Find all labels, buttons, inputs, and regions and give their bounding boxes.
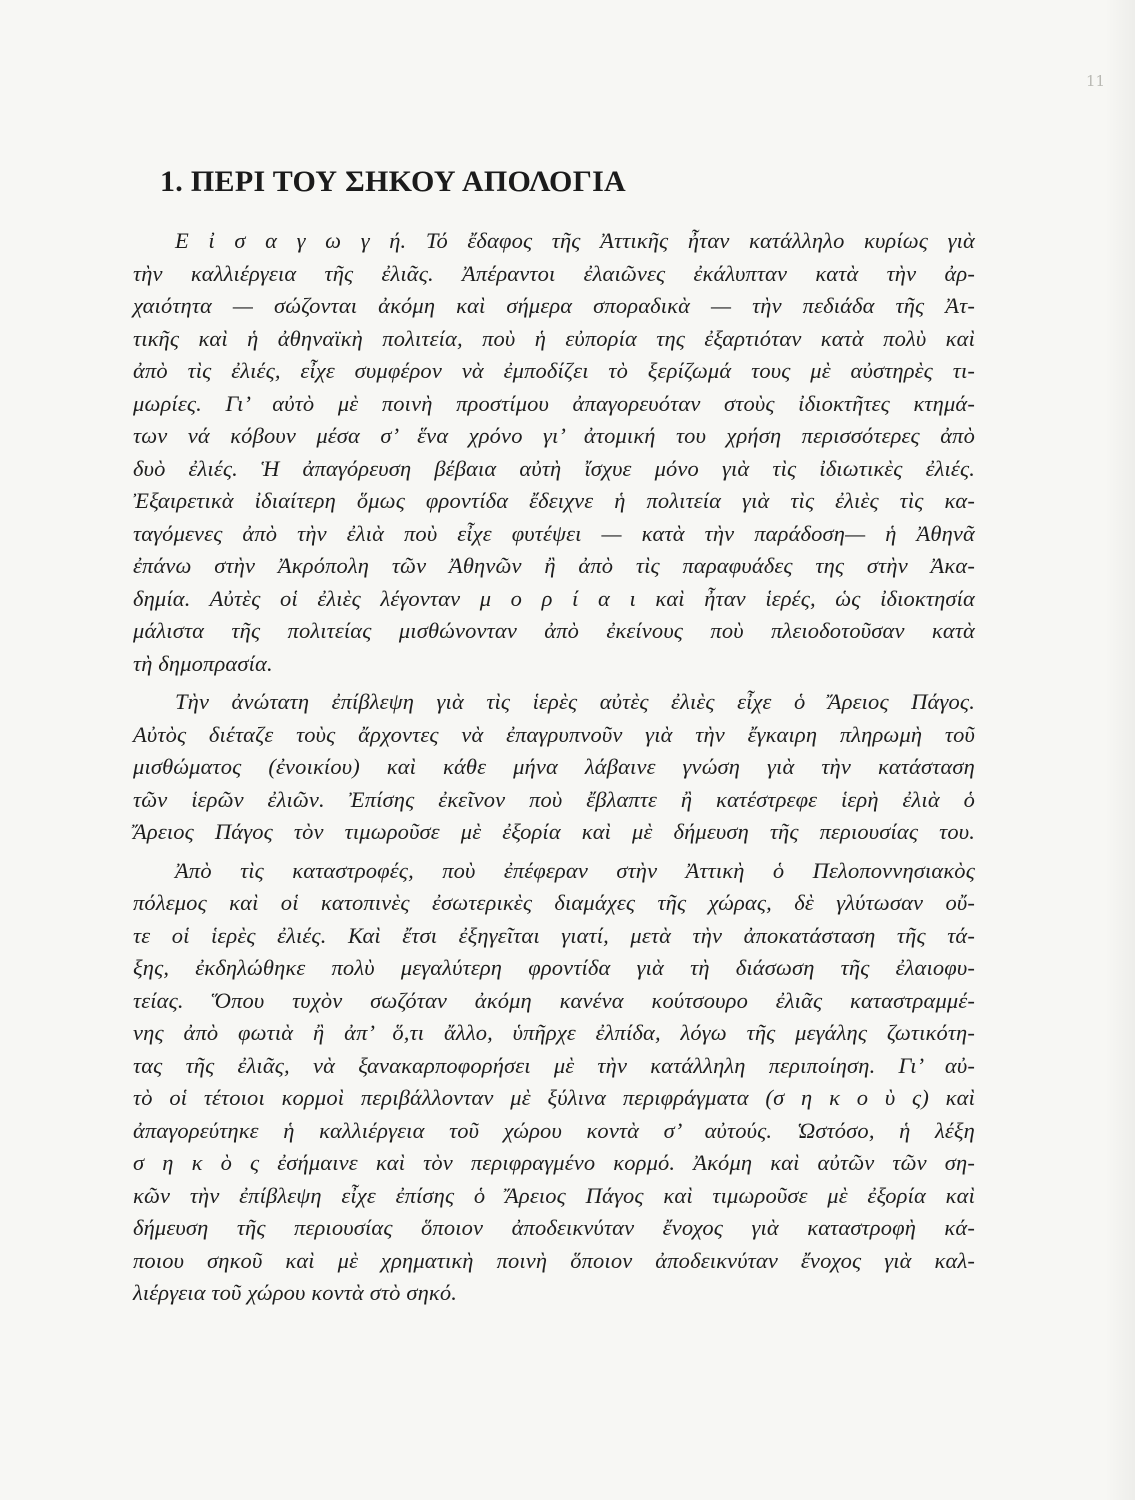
text-line: δήμευση τῆς περιουσίας ὅποιον ἀποδεικνύταν ἔνοχος γιὰ καταστροφὴ κά- xyxy=(133,1215,975,1240)
text-line: μισθώματος (ἐνοικίου) καὶ κάθε μήνα λάβαινε γνώση γιὰ τὴν κατάσταση xyxy=(133,754,975,779)
text-line: ἀπὸ τὶς ἐλιές, εἶχε συμφέρον νὰ ἐμποδίζει τὸ ξερίζωμά τους μὲ αὐστηρὲς τι- xyxy=(133,358,975,383)
text-line: δημία. Αὐτὲς οἱ ἐλιὲς λέγονταν μ ο ρ ί α ι καὶ ἦταν ἱερές, ὡς ἰδιοκτησία xyxy=(133,585,975,611)
text-line: ξης, ἐκδηλώθηκε πολὺ μεγαλύτερη φροντίδα γιὰ τὴ διάσωση τῆς ἐλαιοφυ- xyxy=(133,955,975,980)
text-line: τὴν καλλιέργεια τῆς ἐλιᾶς. Ἀπέραντοι ἐλαιῶνες ἐκάλυπταν κατὰ τὴν ἀρ- xyxy=(133,260,975,286)
text-line: ἐπάνω στὴν Ἀκρόπολη τῶν Ἀθηνῶν ἢ ἀπὸ τὶς παραφυάδες της στὴν Ἀκα- xyxy=(133,553,975,578)
text-line: κῶν τὴν ἐπίβλεψη εἶχε ἐπίσης ὁ Ἄρειος Πάγος καὶ τιμωροῦσε μὲ ἐξορία καὶ xyxy=(133,1182,975,1208)
text-line: τε οἱ ἱερὲς ἐλιές. Καὶ ἔτσι ἐξηγεῖται γιατί, μετὰ τὴν ἀποκατάσταση τῆς τά- xyxy=(133,922,975,948)
text-line: τας τῆς ἐλιᾶς, νὰ ξανακαρποφορήσει μὲ τὴν κατάλληλη περιποίηση. Γι’ αὐ- xyxy=(133,1052,975,1078)
text-line: τικῆς καὶ ἡ ἀθηναϊκὴ πολιτεία, ποὺ ἡ εὐπορία της ἐξαρτιόταν κατὰ πολὺ καὶ xyxy=(133,325,975,351)
text-line: ποιου σηκοῦ καὶ μὲ χρηματικὴ ποινὴ ὅποιον ἀποδεικνύταν ἔνοχος γιὰ καλ- xyxy=(133,1247,975,1273)
text-line: ταγόμενες ἀπὸ τὴν ἐλιὰ ποὺ εἶχε φυτέψει — κατὰ τὴν παράδοση— ἡ Ἀθηνᾶ xyxy=(133,520,975,546)
text-line: σ η κ ὸ ς ἐσήμαινε καὶ τὸν περιφραγμένο κορμό. Ἀκόμη καὶ αὐτῶν τῶν ση- xyxy=(133,1150,975,1175)
text-line: Ἄρειος Πάγος τὸν τιμωροῦσε μὲ ἐξορία καὶ μὲ δήμευση τῆς περιουσίας του. xyxy=(133,819,975,844)
text-line: μωρίες. Γι’ αὐτὸ μὲ ποινὴ προστίμου ἀπαγορευόταν στοὺς ἰδιοκτῆτες κτημά- xyxy=(133,390,975,416)
text-line: μάλιστα τῆς πολιτείας μισθώνονταν ἀπὸ ἐκείνους ποὺ πλειοδοτοῦσαν κατὰ xyxy=(133,618,975,643)
text-line: Αὐτὸς διέταζε τοὺς ἄρχοντες νὰ ἐπαγρυπνοῦν γιὰ τὴν ἔγκαιρη πληρωμὴ τοῦ xyxy=(133,721,975,747)
body-text xyxy=(133,225,975,1310)
text-line: τείας. Ὅπου τυχὸν σωζόταν ἀκόμη κανένα κούτσουρο ἐλιᾶς καταστραμμέ- xyxy=(133,987,975,1013)
text-line: δυὸ ἐλιές. Ἡ ἀπαγόρευση βέβαια αὐτὴ ἴσχυε μόνο γιὰ τὶς ἰδιωτικὲς ἐλιές. xyxy=(133,455,975,481)
text-line: νης ἀπὸ φωτιὰ ἢ ἀπ’ ὅ,τι ἄλλο, ὑπῆρχε ἐλπίδα, λόγω τῆς μεγάλης ζωτικότη- xyxy=(133,1020,975,1045)
text-line: Ἐξαιρετικὰ ἰδιαίτερη ὅμως φροντίδα ἔδειχνε ἡ πολιτεία γιὰ τὶς ἐλιὲς τὶς κα- xyxy=(133,488,975,513)
text-line: Τὴν ἀνώτατη ἐπίβλεψη γιὰ τὶς ἱερὲς αὐτὲς ἐλιὲς εἶχε ὁ Ἄρειος Πάγος. xyxy=(175,689,975,714)
text-line: πόλεμος καὶ οἱ κατοπινὲς ἐσωτερικὲς διαμάχες τῆς χώρας, δὲ γλύτωσαν οὔ- xyxy=(133,890,975,915)
text-line: Ἀπὸ τὶς καταστροφές, ποὺ ἐπέφεραν στὴν Ἀττικὴ ὁ Πελοποννησιακὸς xyxy=(175,857,975,883)
text-line: τὴ δημοπρασία. xyxy=(133,650,273,676)
text-line: λιέργεια τοῦ χώρου κοντὰ στὸ σηκό. xyxy=(133,1280,458,1305)
page-number: 11 xyxy=(1086,72,1106,90)
page-edge-shadow xyxy=(1105,0,1135,1500)
text-line: ἀπαγορεύτηκε ἡ καλλιέργεια τοῦ χώρου κοντὰ σ’ αὐτούς. Ὡστόσο, ἡ λέξη xyxy=(133,1117,975,1143)
text-line: τὸ οἱ τέτοιοι κορμοὶ περιβάλλονταν μὲ ξύλινα περιφράγματα (σ η κ ο ὺ ς) καὶ xyxy=(133,1085,975,1110)
text-line: χαιότητα — σώζονται ἀκόμη καὶ σήμερα σποραδικὰ — τὴν πεδιάδα τῆς Ἀτ- xyxy=(133,293,975,318)
text-line: τῶν ἱερῶν ἐλιῶν. Ἐπίσης ἐκεῖνον ποὺ ἔβλαπτε ἢ κατέστρεφε ἱερὴ ἐλιὰ ὁ xyxy=(133,786,975,812)
text-line: των νά κόβουν μέσα σ’ ἕνα χρόνο γι’ ἀτομική του χρήση περισσότερες ἀπὸ xyxy=(133,423,975,448)
chapter-heading: 1. ΠΕΡΙ ΤΟΥ ΣΗΚΟΥ ΑΠΟΛΟΓΙΑ xyxy=(160,165,627,198)
text-line: Ε ἰ σ α γ ω γ ή. Τό ἔδαφος τῆς Ἀττικῆς ἦταν κατάλληλο κυρίως γιὰ xyxy=(175,228,975,253)
